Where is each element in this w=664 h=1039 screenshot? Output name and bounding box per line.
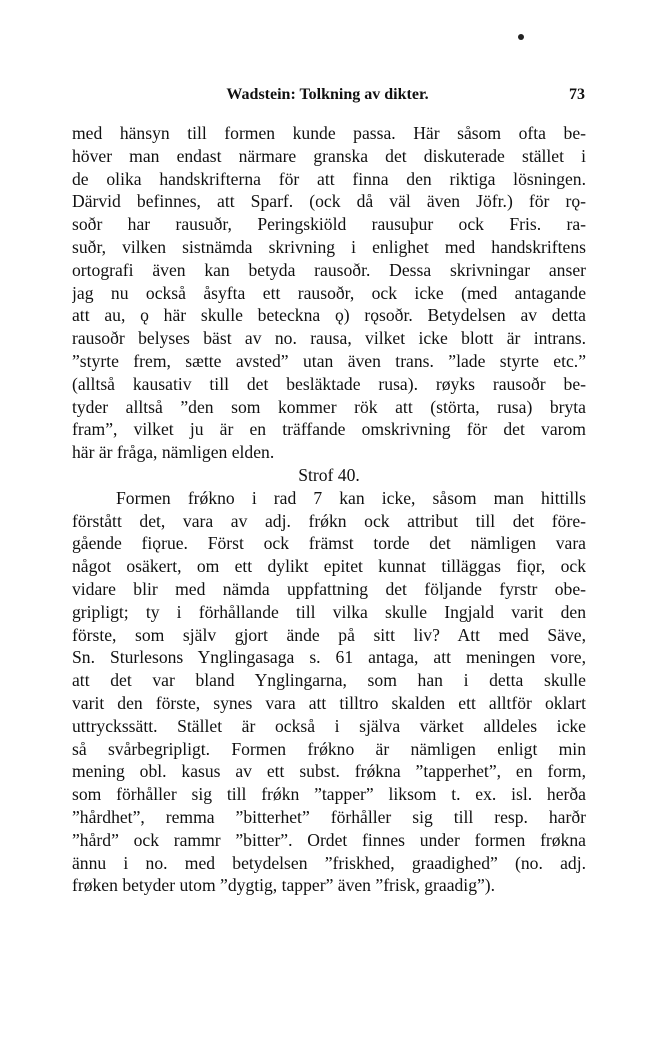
text-line: mening obl. kasus av ett subst. frǿkna ”tapperhet”, en form, <box>72 761 586 782</box>
text-line: rausoðr belyses bäst av no. rausa, vilket icke blott är intrans. <box>72 328 586 349</box>
text-line: ”hård” ock rammr ”bitter”. Ordet finnes under formen frøkna <box>72 829 586 850</box>
text-line: att au, ǫ här skulle beteckna ǫ) rǫsoðr. Betydelsen av detta <box>72 305 586 326</box>
section-heading: Strof 40. <box>298 464 360 485</box>
page-number: 73 <box>569 86 585 103</box>
text-line: uttryckssätt. Stället är också i själva värket alldeles icke <box>72 715 586 736</box>
text-line: vidare blir med nämda uppfattning det följande fyrstr obe- <box>72 578 586 599</box>
text-line: något osäkert, om ett dylikt epitet kunnat tilläggas fiǫr, ock <box>72 556 586 577</box>
text-line: så svårbegripligt. Formen frǿkno är nämligen enligt min <box>72 738 586 759</box>
text-line: ”styrte frem, sætte avsted” utan även trans. ”lade styrte etc.” <box>72 350 586 371</box>
text-line: ”hårdhet”, remma ”bitterhet” förhåller sig till resp. harðr <box>72 806 586 827</box>
text-line: höver man endast närmare granska det diskuterade stället i <box>72 145 586 166</box>
text-line: Sn. Sturlesons Ynglingasaga s. 61 antaga, att meningen vore, <box>72 647 586 668</box>
text-line: ortografi även kan betyda rausoðr. Dessa skrivningar anser <box>72 259 586 280</box>
text-line: varit den förste, synes vara att tilltro skalden ett alltför oklart <box>72 692 586 713</box>
text-line: som förhåller sig till frǿkn ”tapper” liksom t. ex. isl. herða <box>72 784 586 805</box>
text-line: jag nu också åsyfta ett rausoðr, ock icke (med antagande <box>72 282 586 303</box>
text-line: att det var bland Ynglingarna, som han i detta skulle <box>72 670 586 691</box>
text-line: med hänsyn till formen kunde passa. Här såsom ofta be- <box>72 123 586 143</box>
text-line: Formen frǿkno i rad 7 kan icke, såsom man hittills <box>116 487 586 508</box>
text-line: suðr, vilken sistnämda skrivning i enlighet med handskriftens <box>72 236 586 257</box>
text-line: de olika handskrifterna för att finna den riktiga lösningen. <box>72 168 586 189</box>
text-line: (alltså kausativ till det besläktade rusa). røyks rausoðr be- <box>72 373 586 394</box>
ink-dot <box>518 34 524 40</box>
text-line: soðr har rausuðr, Peringskiöld rausuþur ock Fris. ra- <box>72 214 586 235</box>
text-line: förste, som själv gjort ände på sitt liv? Att med Säve, <box>72 624 586 645</box>
running-title: Wadstein: Tolkning av dikter. <box>226 86 429 103</box>
text-line: gående fiǫrue. Först ock främst torde det nämligen vara <box>72 533 586 554</box>
body-text <box>72 122 586 897</box>
text-line: tyder alltså ”den som kommer rök att (störta, rusa) bryta <box>72 396 586 417</box>
text-line: fram”, vilket ju är en träffande omskrivning för det varom <box>72 419 586 440</box>
text-line: ännu i no. med betydelsen ”friskhed, graadighed” (no. adj. <box>72 852 586 873</box>
text-line: Därvid befinnes, att Sparf. (ock då väl även Jöfr.) för rǫ- <box>72 191 586 212</box>
text-line: gripligt; ty i förhållande till vilka skulle Ingjald varit den <box>72 601 586 622</box>
running-head <box>70 86 585 106</box>
text-line: frøken betyder utom ”dygtig, tapper” även ”frisk, graadig”). <box>72 875 496 896</box>
text-line: förstått det, vara av adj. frǿkn ock attribut till det före- <box>72 510 586 531</box>
text-line: här är fråga, nämligen elden. <box>72 442 275 463</box>
